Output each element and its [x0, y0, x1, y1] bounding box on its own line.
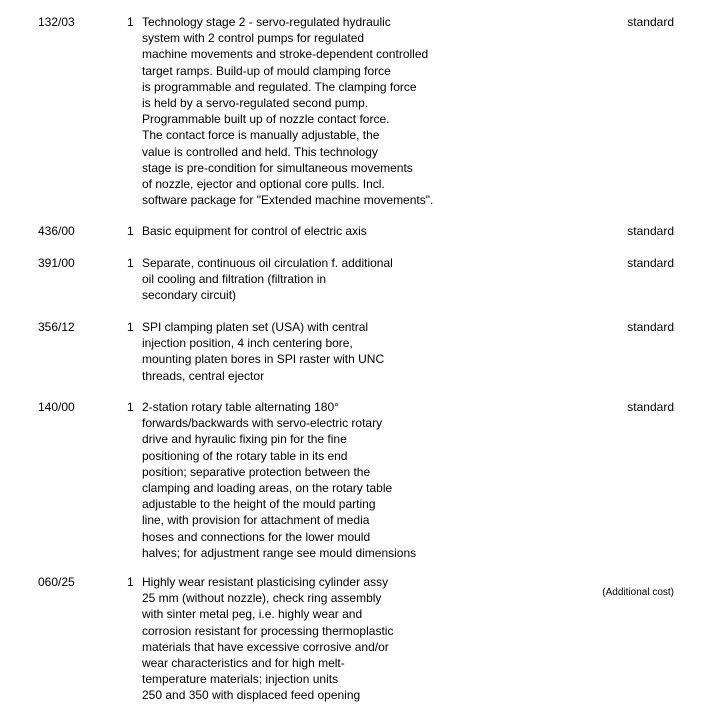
description-line: of nozzle, ejector and optional core pulls. Incl. — [142, 177, 385, 192]
description-line: line, with provision for attachment of media — [142, 513, 370, 528]
item-status: standard — [627, 256, 674, 270]
description-line: temperature materials; injection units — [142, 672, 339, 687]
description-line: injection position, 4 inch centering bore, — [142, 336, 353, 351]
description-line: forwards/backwards with servo-electric rotary — [142, 416, 383, 431]
description-line: materials that have excessive corrosive and/or — [142, 639, 389, 654]
description-line: Technology stage 2 - servo-regulated hydraulic — [142, 15, 391, 29]
item-status: standard — [627, 320, 674, 334]
description-line: threads, central ejector — [142, 368, 265, 383]
description-line: secondary circuit) — [142, 288, 237, 303]
item-code: 132/03 — [38, 15, 75, 29]
item-status: standard — [627, 224, 674, 238]
description-line: value is controlled and held. This technology — [142, 144, 378, 159]
item-description — [142, 319, 542, 384]
item-description — [142, 223, 542, 239]
description-line: halves; for adjustment range see mould dimensions — [142, 545, 417, 560]
description-line: Programmable built up of nozzle contact force. — [142, 112, 390, 127]
description-line: corrosion resistant for processing thermoplastic — [142, 623, 394, 638]
description-line: stage is pre-condition for simultaneous movements — [142, 160, 413, 175]
item-code: 391/00 — [38, 256, 75, 270]
description-line: clamping and loading areas, on the rotary table — [142, 481, 393, 496]
description-line: The contact force is manually adjustable, the — [142, 128, 380, 143]
item-quantity: 1 — [127, 256, 134, 270]
description-line: wear characteristics and for high melt- — [142, 656, 345, 671]
item-status: (Additional cost) — [602, 587, 674, 598]
description-line: oil cooling and filtration (filtration in — [142, 272, 327, 287]
item-status: standard — [627, 15, 674, 29]
description-line: 2-station rotary table alternating 180° — [142, 400, 339, 414]
item-description — [142, 574, 542, 704]
description-line: system with 2 control pumps for regulated — [142, 31, 365, 46]
description-line: hoses and connections for the lower mould — [142, 529, 371, 544]
item-quantity: 1 — [127, 224, 134, 238]
description-line: Basic equipment for control of electric axis — [142, 224, 367, 238]
item-description — [142, 14, 542, 208]
description-line: 250 and 350 with displaced feed opening — [142, 688, 361, 703]
description-line: is held by a servo-regulated second pump. — [142, 96, 369, 111]
description-line: Highly wear resistant plasticising cylinder assy — [142, 575, 389, 589]
item-quantity: 1 — [127, 320, 134, 334]
description-line: position; separative protection between the — [142, 464, 371, 479]
item-description — [142, 255, 542, 304]
item-code: 436/00 — [38, 224, 75, 238]
description-line: machine movements and stroke-dependent controlled — [142, 47, 429, 62]
item-code: 140/00 — [38, 400, 75, 414]
description-line: adjustable to the height of the mould parting — [142, 497, 376, 512]
item-quantity: 1 — [127, 15, 134, 29]
item-quantity: 1 — [127, 575, 134, 589]
item-code: 356/12 — [38, 320, 75, 334]
item-code: 060/25 — [38, 575, 75, 589]
description-line: is programmable and regulated. The clamping force — [142, 79, 417, 94]
item-quantity: 1 — [127, 400, 134, 414]
item-description — [142, 399, 542, 561]
description-line: Separate, continuous oil circulation f. additional — [142, 256, 393, 270]
description-line: positioning of the rotary table in its end — [142, 448, 348, 463]
description-line: 25 mm (without nozzle), check ring assembly — [142, 591, 382, 606]
description-line: software package for "Extended machine movements". — [142, 193, 434, 208]
description-line: target ramps. Build-up of mould clamping force — [142, 63, 391, 78]
description-line: mounting platen bores in SPI raster with UNC — [142, 352, 385, 367]
description-line: drive and hyraulic fixing pin for the fine — [142, 432, 347, 447]
description-line: SPI clamping platen set (USA) with central — [142, 320, 369, 334]
item-status: standard — [627, 400, 674, 414]
description-line: with sinter metal peg, i.e. highly wear and — [142, 607, 363, 622]
